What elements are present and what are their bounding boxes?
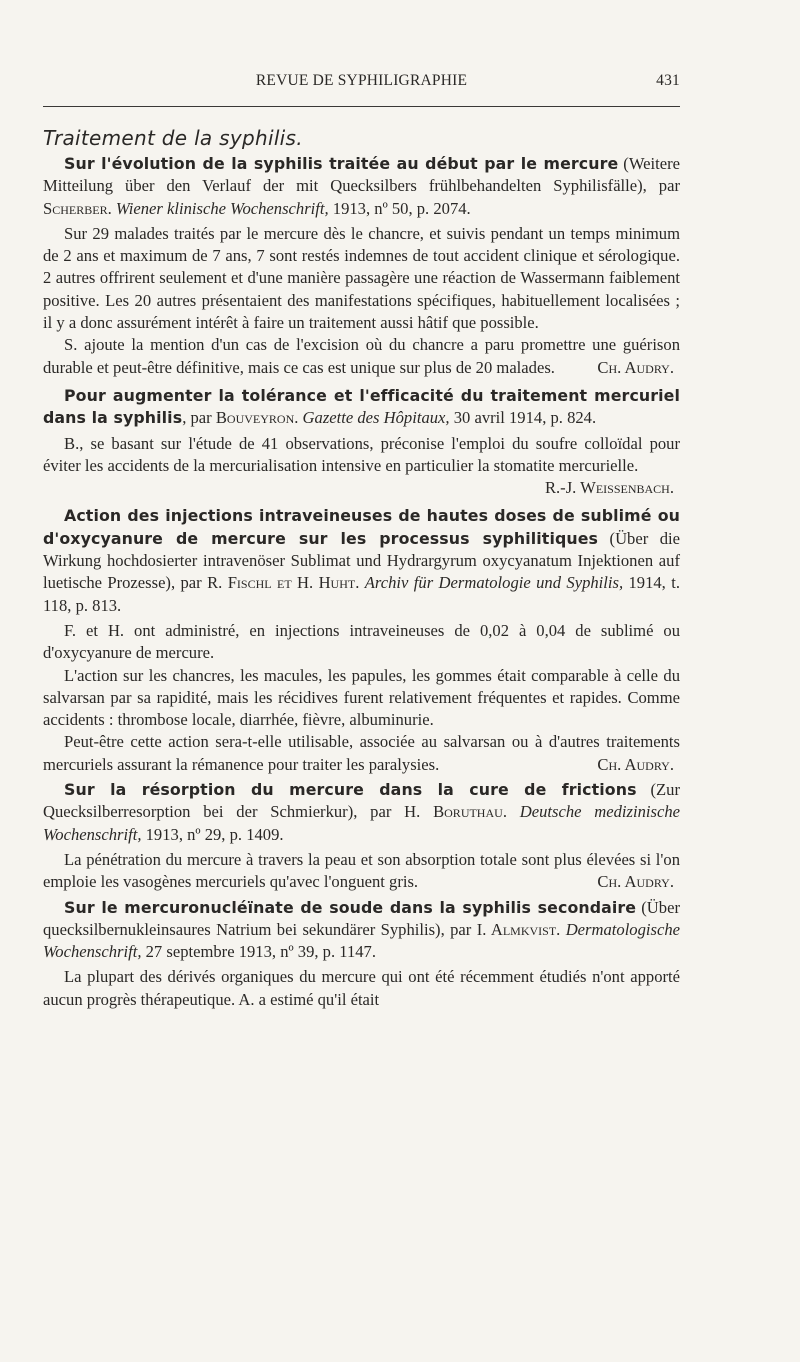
article-heading: Action des injections intraveineuses de hautes doses de sublimé ou d'oxycyanure de mercure sur les processus syphilitiques (Über die Wirkung hochdosierter intravenöser Sublimat und Hydrargyrum oxycyanatum Injektionen auf luetische Prozesse), par R. Fischl et H. Huht. Archiv für Dermatologie und Syphilis, 1914, t. 118, p. 813. bbox=[43, 506, 680, 615]
section-title: Traitement de la syphilis. bbox=[43, 126, 303, 150]
article-paragraph: La plupart des dérivés organiques du mercure qui ont été récemment étudiés n'ont apporté aucun progrès thérapeutique. A. a estimé qu'il était bbox=[43, 967, 680, 1009]
article-paragraph-signed bbox=[43, 433, 680, 500]
article-reference: (Weitere Mitteilung über den Verlauf der mit Quecksilbers frühlbehandelten Syphilisfälle), par bbox=[43, 154, 680, 196]
article-signature: Ch. Audry. bbox=[597, 872, 674, 892]
article-2 bbox=[43, 385, 680, 499]
article-author: I. Almkvist bbox=[476, 919, 557, 939]
article-journal: Dermatologische Wochenschrift, bbox=[43, 919, 680, 962]
article-paragraph: Sur 29 malades traités par le mercure dès le chancre, et suivis pendant un temps minimum de 2 ans et maximum de 7 ans, 7 sont restés indemnes de tout accident clinique et sérologique. 2 autres offrirent seulement et d'une manière passagère une réaction de Wassermann faiblement positive. Les 20 autres présentaient des manifestations spécifiques, habituellement localisées ; il y a donc assurément intérêt à faire un traitement aussi hâtif que possible. bbox=[43, 223, 680, 333]
article-reference: , par bbox=[182, 408, 216, 428]
page-number: 431 bbox=[656, 72, 680, 89]
article-reference: (Über quecksilbernukleinsaures Natrium bei sekundärer Syphilis), par bbox=[43, 897, 680, 939]
article-reference: (Zur Quecksilberresorption bei der Schmierkur), par bbox=[43, 780, 680, 822]
article-journal: Gazette des Hôpitaux, bbox=[302, 408, 450, 428]
article-paragraph-signed bbox=[43, 731, 680, 776]
article-author: Scherber bbox=[43, 198, 108, 218]
article-journal: Archiv für Dermatologie und Syphilis, bbox=[364, 573, 624, 593]
article-heading: Sur l'évolution de la syphilis traitée au début par le mercure (Weitere Mitteilung über den Verlauf der mit Quecksilbers frühlbehandelten Syphilisfälle), par Scherber. Wiener klinische Wochenschrift, 1913, nº 50, p. 2074. bbox=[43, 154, 680, 218]
article-citation: 1913, nº 29, p. 1409. bbox=[141, 824, 284, 844]
article-paragraph-signed bbox=[43, 849, 680, 894]
article-1 bbox=[43, 153, 680, 379]
article-paragraph-text: Peut-être cette action sera-t-elle utilisable, associée au salvarsan ou à d'autres traitements mercuriels assurant la rémanence pour traiter les paralysies. bbox=[43, 732, 680, 774]
article-citation: 30 avril 1914, p. 824. bbox=[449, 408, 597, 428]
article-journal: Wiener klinische Wochenschrift, bbox=[115, 198, 329, 218]
journal-title: REVUE DE SYPHILIGRAPHIE bbox=[255, 72, 468, 89]
article-paragraph: L'action sur les chancres, les macules, les papules, les gommes était comparable à celle du salvarsan par sa rapidité, mais les récidives furent relativement fréquentes et rapides. Comme accidents : thrombose locale, diarrhée, fièvre, albuminurie. bbox=[43, 665, 680, 730]
journal-page bbox=[43, 68, 680, 1011]
article-title: Sur le mercuronucléïnate de soude dans la syphilis secondaire bbox=[64, 897, 637, 917]
article-author: Bouveyron bbox=[215, 408, 295, 428]
article-signature: Ch. Audry. bbox=[597, 754, 674, 774]
article-3 bbox=[43, 505, 680, 776]
header-rule bbox=[43, 106, 680, 107]
article-paragraph-text: B., se basant sur l'étude de 41 observations, préconise l'emploi du soufre colloïdal pour éviter les accidents de la mercurialisation intensive en particulier la stomatite mercurielle. bbox=[43, 433, 680, 475]
article-heading: Pour augmenter la tolérance et l'efficacité du traitement mercuriel dans la syphilis, par Bouveyron. Gazette des Hôpitaux, 30 avril 1914, p. 824. bbox=[43, 385, 680, 428]
article-paragraph-text: La pénétration du mercure à travers la peau et son absorption totale sont plus élevées si l'on emploie les vasogènes mercuriels qu'avec l'onguent gris. bbox=[43, 849, 680, 892]
article-title: Sur l'évolution de la syphilis traitée au début par le mercure bbox=[64, 154, 619, 173]
article-5 bbox=[43, 897, 680, 1011]
article-heading: Sur la résorption du mercure dans la cure de frictions (Zur Quecksilberresorption bei der Schmierkur), par H. Boruthau. Deutsche medizinische Wochenschrift, 1913, nº 29, p. 1409. bbox=[43, 780, 680, 844]
article-citation: 1913, nº 50, p. 2074. bbox=[328, 198, 471, 218]
article-paragraph-text: S. ajoute la mention d'un cas de l'excision où du chancre a paru promettre une guérison durable et peut-être définitive, mais ce cas est unique sur plus de 20 malades. bbox=[43, 335, 680, 377]
article-4 bbox=[43, 779, 680, 893]
article-signature: R.-J. Weissenbach. bbox=[544, 478, 674, 498]
article-heading: Sur le mercuronucléïnate de soude dans la syphilis secondaire (Über quecksilbernukleinsaures Natrium bei sekundärer Syphilis), par I. Almkvist. Dermatologische Wochenschrift, 27 septembre 1913, nº 39, p. 1147. bbox=[43, 897, 680, 962]
article-reference: (Über die Wirkung hochdosierter intravenöser Sublimat und Hydrargyrum oxycyanatum Injektionen auf luetische Prozesse), par bbox=[43, 528, 680, 593]
article-title: Pour augmenter la tolérance et l'efficacité du traitement mercuriel dans la syphilis bbox=[43, 385, 680, 428]
article-author: H. Boruthau bbox=[404, 802, 503, 822]
running-head bbox=[43, 68, 680, 94]
article-title: Sur la résorption du mercure dans la cure de frictions bbox=[64, 780, 637, 800]
article-signature: Ch. Audry. bbox=[597, 357, 674, 377]
article-paragraph-signed bbox=[43, 334, 680, 379]
article-title: Action des injections intraveineuses de hautes doses de sublimé ou d'oxycyanure de mercure sur les processus syphilitiques bbox=[43, 506, 680, 548]
article-citation: 27 septembre 1913, nº 39, p. 1147. bbox=[141, 942, 376, 962]
article-citation: 1914, t. 118, p. 813. bbox=[43, 573, 680, 615]
article-journal: Deutsche medizinische Wochenschrift, bbox=[43, 802, 680, 844]
article-author: R. Fischl et H. Huht bbox=[207, 573, 356, 593]
article-paragraph: F. et H. ont administré, en injections intraveineuses de 0,02 à 0,04 de sublimé ou d'oxycyanure de mercure. bbox=[43, 620, 680, 663]
